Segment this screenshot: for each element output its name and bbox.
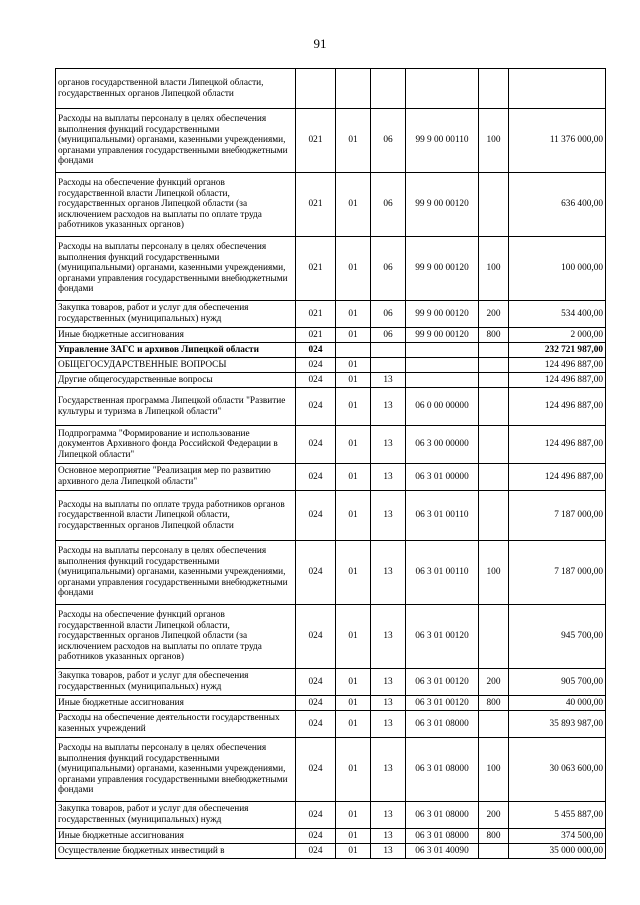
subsection-cell: 06	[371, 301, 406, 328]
row-name-cell: Расходы на выплаты персоналу в целях обеспечения выполнения функций государственными (муниципальными) органами, казенными учреждениями, органами управления государственными внебюджетными фондами	[56, 237, 296, 301]
admin-code-cell: 024	[296, 343, 336, 358]
subsection-cell: 13	[371, 373, 406, 388]
table-row	[56, 696, 606, 711]
section-cell: 01	[336, 173, 371, 237]
table-row	[56, 605, 606, 669]
target-article-cell: 06 3 01 40090	[406, 844, 479, 859]
target-article-cell	[406, 69, 479, 109]
target-article-cell: 06 3 01 08000	[406, 829, 479, 844]
admin-code-cell: 021	[296, 301, 336, 328]
amount-cell	[509, 69, 606, 109]
admin-code-cell: 024	[296, 669, 336, 696]
admin-code-cell: 024	[296, 426, 336, 464]
row-name-cell: Закупка товаров, работ и услуг для обеспечения государственных (муниципальных) нужд	[56, 301, 296, 328]
expense-type-cell	[479, 69, 509, 109]
subsection-cell: 06	[371, 237, 406, 301]
table-row	[56, 237, 606, 301]
section-cell: 01	[336, 802, 371, 829]
target-article-cell: 06 3 01 00110	[406, 491, 479, 541]
target-article-cell: 99 9 00 00120	[406, 237, 479, 301]
admin-code-cell: 024	[296, 802, 336, 829]
subsection-cell: 13	[371, 711, 406, 738]
row-name-cell: Основное мероприятие "Реализация мер по развитию архивного дела Липецкой области"	[56, 464, 296, 491]
section-cell: 01	[336, 358, 371, 373]
section-cell: 01	[336, 237, 371, 301]
amount-cell: 5 455 887,00	[509, 802, 606, 829]
target-article-cell: 06 3 01 00000	[406, 464, 479, 491]
expense-type-cell	[479, 491, 509, 541]
table-row	[56, 69, 606, 109]
section-cell: 01	[336, 711, 371, 738]
amount-cell: 124 496 887,00	[509, 426, 606, 464]
row-name-cell: Осуществление бюджетных инвестиций в	[56, 844, 296, 859]
row-name-cell: Иные бюджетные ассигнования	[56, 696, 296, 711]
expense-type-cell	[479, 426, 509, 464]
expense-type-cell	[479, 173, 509, 237]
row-name-cell: Расходы на выплаты персоналу в целях обеспечения выполнения функций государственными (муниципальными) органами, казенными учреждениями, органами управления государственными внебюджетными фондами	[56, 738, 296, 802]
target-article-cell: 06 3 01 00120	[406, 669, 479, 696]
expense-type-cell: 100	[479, 109, 509, 173]
table-row	[56, 358, 606, 373]
section-cell: 01	[336, 669, 371, 696]
budget-table	[55, 68, 606, 859]
admin-code-cell: 024	[296, 373, 336, 388]
section-cell: 01	[336, 605, 371, 669]
admin-code-cell: 021	[296, 173, 336, 237]
subsection-cell: 13	[371, 829, 406, 844]
section-cell: 01	[336, 541, 371, 605]
expense-type-cell: 200	[479, 669, 509, 696]
section-cell: 01	[336, 829, 371, 844]
row-name-cell: Иные бюджетные ассигнования	[56, 328, 296, 343]
table-row	[56, 829, 606, 844]
subsection-cell: 06	[371, 328, 406, 343]
row-name-cell: Расходы на обеспечение деятельности государственных казенных учреждений	[56, 711, 296, 738]
table-row	[56, 426, 606, 464]
expense-type-cell	[479, 343, 509, 358]
admin-code-cell: 024	[296, 605, 336, 669]
section-cell: 01	[336, 738, 371, 802]
table-row	[56, 109, 606, 173]
row-name-cell: Иные бюджетные ассигнования	[56, 829, 296, 844]
expense-type-cell: 800	[479, 328, 509, 343]
amount-cell: 124 496 887,00	[509, 358, 606, 373]
subsection-cell: 13	[371, 541, 406, 605]
section-cell: 01	[336, 301, 371, 328]
expense-type-cell	[479, 844, 509, 859]
target-article-cell: 06 3 01 00120	[406, 605, 479, 669]
target-article-cell: 06 3 01 08000	[406, 711, 479, 738]
section-cell: 01	[336, 328, 371, 343]
amount-cell: 30 063 600,00	[509, 738, 606, 802]
amount-cell: 40 000,00	[509, 696, 606, 711]
expense-type-cell: 800	[479, 696, 509, 711]
table-row	[56, 173, 606, 237]
subsection-cell: 13	[371, 669, 406, 696]
row-name-cell: Подпрограмма "Формирование и использование документов Архивного фонда Российской Федерации в Липецкой области"	[56, 426, 296, 464]
subsection-cell: 13	[371, 696, 406, 711]
row-name-cell: Закупка товаров, работ и услуг для обеспечения государственных (муниципальных) нужд	[56, 669, 296, 696]
expense-type-cell	[479, 464, 509, 491]
admin-code-cell: 024	[296, 696, 336, 711]
admin-code-cell: 024	[296, 491, 336, 541]
amount-cell: 124 496 887,00	[509, 464, 606, 491]
admin-code-cell: 024	[296, 388, 336, 426]
target-article-cell: 06 3 00 00000	[406, 426, 479, 464]
table-row	[56, 802, 606, 829]
expense-type-cell	[479, 358, 509, 373]
table-row	[56, 491, 606, 541]
admin-code-cell: 024	[296, 711, 336, 738]
amount-cell: 7 187 000,00	[509, 541, 606, 605]
amount-cell: 232 721 987,00	[509, 343, 606, 358]
amount-cell: 100 000,00	[509, 237, 606, 301]
section-cell: 01	[336, 464, 371, 491]
amount-cell: 2 000,00	[509, 328, 606, 343]
amount-cell: 905 700,00	[509, 669, 606, 696]
row-name-cell: Расходы на обеспечение функций органов государственной власти Липецкой области, государственных органов Липецкой области (за исключением расходов на выплаты по оплате труда работников указанных органов)	[56, 605, 296, 669]
subsection-cell: 13	[371, 426, 406, 464]
row-name-cell: Государственная программа Липецкой области "Развитие культуры и туризма в Липецкой области"	[56, 388, 296, 426]
admin-code-cell: 021	[296, 237, 336, 301]
expense-type-cell: 200	[479, 802, 509, 829]
expense-type-cell	[479, 373, 509, 388]
expense-type-cell: 100	[479, 738, 509, 802]
section-cell: 01	[336, 426, 371, 464]
amount-cell: 636 400,00	[509, 173, 606, 237]
amount-cell: 35 893 987,00	[509, 711, 606, 738]
target-article-cell: 06 3 01 08000	[406, 738, 479, 802]
amount-cell: 124 496 887,00	[509, 388, 606, 426]
admin-code-cell: 024	[296, 844, 336, 859]
subsection-cell: 13	[371, 388, 406, 426]
admin-code-cell: 021	[296, 328, 336, 343]
section-cell: 01	[336, 491, 371, 541]
amount-cell: 7 187 000,00	[509, 491, 606, 541]
table-row	[56, 669, 606, 696]
row-name-cell: Расходы на выплаты по оплате труда работников органов государственной власти Липецкой области, государственных органов Липецкой области	[56, 491, 296, 541]
target-article-cell	[406, 343, 479, 358]
section-cell: 01	[336, 109, 371, 173]
target-article-cell: 99 9 00 00120	[406, 301, 479, 328]
row-name-cell: Расходы на выплаты персоналу в целях обеспечения выполнения функций государственными (муниципальными) органами, казенными учреждениями, органами управления государственными внебюджетными фондами	[56, 109, 296, 173]
row-name-cell: Закупка товаров, работ и услуг для обеспечения государственных (муниципальных) нужд	[56, 802, 296, 829]
row-name-cell: Другие общегосударственные вопросы	[56, 373, 296, 388]
amount-cell: 945 700,00	[509, 605, 606, 669]
row-name-cell: Расходы на обеспечение функций органов государственной власти Липецкой области, государственных органов Липецкой области (за исключением расходов на выплаты по оплате труда работников указанных органов)	[56, 173, 296, 237]
amount-cell: 35 000 000,00	[509, 844, 606, 859]
expense-type-cell	[479, 711, 509, 738]
table-row	[56, 464, 606, 491]
table-row	[56, 541, 606, 605]
amount-cell: 11 376 000,00	[509, 109, 606, 173]
target-article-cell	[406, 373, 479, 388]
section-cell: 01	[336, 373, 371, 388]
subsection-cell: 06	[371, 173, 406, 237]
target-article-cell: 06 3 01 08000	[406, 802, 479, 829]
subsection-cell: 13	[371, 738, 406, 802]
budget-table-body	[56, 69, 606, 859]
table-row	[56, 301, 606, 328]
target-article-cell: 06 3 01 00120	[406, 696, 479, 711]
subsection-cell: 13	[371, 802, 406, 829]
admin-code-cell: 024	[296, 738, 336, 802]
subsection-cell	[371, 69, 406, 109]
target-article-cell: 06 0 00 00000	[406, 388, 479, 426]
subsection-cell	[371, 358, 406, 373]
target-article-cell: 99 9 00 00110	[406, 109, 479, 173]
expense-type-cell: 100	[479, 237, 509, 301]
row-name-cell: органов государственной власти Липецкой области, государственных органов Липецкой области	[56, 69, 296, 109]
admin-code-cell: 024	[296, 829, 336, 844]
subsection-cell: 06	[371, 109, 406, 173]
table-row	[56, 844, 606, 859]
admin-code-cell	[296, 69, 336, 109]
expense-type-cell: 100	[479, 541, 509, 605]
target-article-cell	[406, 358, 479, 373]
subsection-cell: 13	[371, 464, 406, 491]
admin-code-cell: 024	[296, 464, 336, 491]
row-name-cell: ОБЩЕГОСУДАРСТВЕННЫЕ ВОПРОСЫ	[56, 358, 296, 373]
admin-code-cell: 024	[296, 358, 336, 373]
target-article-cell: 99 9 00 00120	[406, 328, 479, 343]
admin-code-cell: 021	[296, 109, 336, 173]
section-cell: 01	[336, 844, 371, 859]
section-cell: 01	[336, 696, 371, 711]
section-cell: 01	[336, 388, 371, 426]
table-row	[56, 711, 606, 738]
expense-type-cell	[479, 605, 509, 669]
expense-type-cell: 200	[479, 301, 509, 328]
subsection-cell: 13	[371, 844, 406, 859]
expense-type-cell: 800	[479, 829, 509, 844]
subsection-cell	[371, 343, 406, 358]
target-article-cell: 06 3 01 00110	[406, 541, 479, 605]
page-number: 91	[313, 36, 327, 51]
subsection-cell: 13	[371, 605, 406, 669]
table-row	[56, 388, 606, 426]
section-cell	[336, 69, 371, 109]
table-row	[56, 373, 606, 388]
amount-cell: 534 400,00	[509, 301, 606, 328]
expense-type-cell	[479, 388, 509, 426]
admin-code-cell: 024	[296, 541, 336, 605]
table-row	[56, 343, 606, 358]
row-name-cell: Расходы на выплаты персоналу в целях обеспечения выполнения функций государственными (муниципальными) органами, казенными учреждениями, органами управления государственными внебюджетными фондами	[56, 541, 296, 605]
amount-cell: 124 496 887,00	[509, 373, 606, 388]
row-name-cell: Управление ЗАГС и архивов Липецкой области	[56, 343, 296, 358]
section-cell	[336, 343, 371, 358]
target-article-cell: 99 9 00 00120	[406, 173, 479, 237]
table-row	[56, 738, 606, 802]
subsection-cell: 13	[371, 491, 406, 541]
table-row	[56, 328, 606, 343]
amount-cell: 374 500,00	[509, 829, 606, 844]
